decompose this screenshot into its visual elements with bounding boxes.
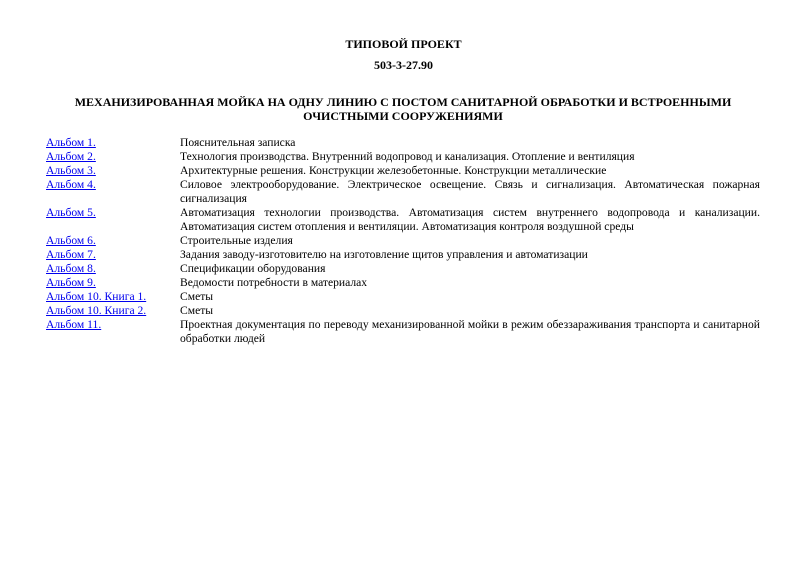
album-9-description: Ведомости потребности в материалах	[180, 276, 368, 289]
album-row-10-book-1	[46, 290, 760, 304]
document-type-heading: ТИПОВОЙ ПРОЕКТ	[345, 37, 462, 51]
album-1-link[interactable]: Альбом 1.	[46, 136, 96, 149]
album-7-link[interactable]: Альбом 7.	[46, 248, 96, 261]
album-3-link[interactable]: Альбом 3.	[46, 164, 96, 177]
album-4-link[interactable]: Альбом 4.	[46, 178, 96, 191]
album-2-link[interactable]: Альбом 2.	[46, 150, 96, 163]
album-10-book-1-description: Сметы	[180, 290, 214, 303]
album-10-book-2-link[interactable]: Альбом 10. Книга 2.	[46, 304, 147, 317]
album-8-description: Спецификации оборудования	[180, 262, 326, 275]
album-row-6	[46, 234, 760, 248]
album-row-5	[46, 206, 760, 234]
album-row-4	[46, 178, 760, 206]
album-row-8	[46, 262, 760, 276]
album-9-link[interactable]: Альбом 9.	[46, 276, 96, 289]
album-row-7	[46, 248, 760, 262]
album-row-9	[46, 276, 760, 290]
album-6-link[interactable]: Альбом 6.	[46, 234, 96, 247]
album-5-link[interactable]: Альбом 5.	[46, 206, 96, 219]
project-code-heading: 503-3-27.90	[374, 58, 433, 72]
album-list	[46, 136, 760, 346]
album-11-link[interactable]: Альбом 11.	[46, 318, 102, 331]
album-row-1	[46, 136, 760, 150]
album-2-description: Технология производства. Внутренний водопровод и канализация. Отопление и вентиляция	[180, 150, 635, 163]
album-row-2	[46, 150, 760, 164]
album-10-book-2-description: Сметы	[180, 304, 214, 317]
album-10-book-1-link[interactable]: Альбом 10. Книга 1.	[46, 290, 147, 303]
album-row-10-book-2	[46, 304, 760, 318]
album-7-description: Задания заводу-изготовителю на изготовление щитов управления и автоматизации	[180, 248, 588, 261]
album-row-3	[46, 164, 760, 178]
album-8-link[interactable]: Альбом 8.	[46, 262, 96, 275]
album-11-description: Проектная документация по переводу механизированной мойки в режим обеззараживания транспорта и санитарной обработки людей	[180, 318, 760, 345]
album-row-11	[46, 318, 760, 346]
album-5-description: Автоматизация технологии производства. Автоматизация систем внутреннего водопровода и канализации. Автоматизация систем отопления и вентиляции. Автоматизация контроля воздушной среды	[180, 206, 760, 233]
album-1-description: Пояснительная записка	[180, 136, 296, 149]
album-3-description: Архитектурные решения. Конструкции железобетонные. Конструкции металлические	[180, 164, 607, 177]
album-4-description: Силовое электрооборудование. Электрическое освещение. Связь и сигнализация. Автоматическая пожарная сигнализация	[180, 178, 760, 205]
album-6-description: Строительные изделия	[180, 234, 293, 247]
project-title-heading: МЕХАНИЗИРОВАННАЯ МОЙКА НА ОДНУ ЛИНИЮ С ПОСТОМ САНИТАРНОЙ ОБРАБОТКИ И ВСТРОЕННЫМИ ОЧИСТНЫМИ СООРУЖЕНИЯМИ	[74, 95, 732, 123]
